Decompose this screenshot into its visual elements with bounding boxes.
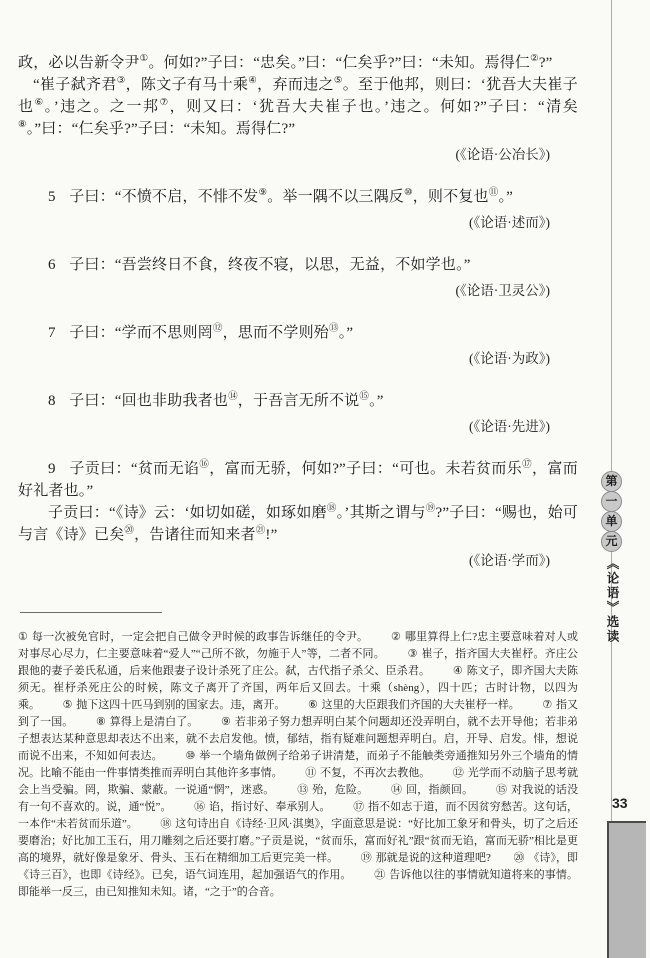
footnote-entry xyxy=(391,784,473,796)
footnote-marker: ⑧ xyxy=(96,716,106,728)
page-body xyxy=(18,52,578,901)
footnote-marker: ⑲ xyxy=(360,852,372,864)
footnote-marker: ③ xyxy=(407,648,418,660)
footnote-text: 抛下这四十匹马到别的国家去。违，离开。 xyxy=(76,699,286,711)
passage-source: (《论语·述而》) xyxy=(469,215,550,230)
footnote-marker: ⑮ xyxy=(496,784,508,796)
passage-item-6 xyxy=(18,254,578,302)
footnote-marker: ⑯ xyxy=(194,801,206,813)
footnote-text: 这里的大臣跟我们齐国的大夫崔杼一样。 xyxy=(321,699,520,711)
footnote-text: 崔子，指齐国大夫崔杼。齐庄公跟他的妻子姜氏私通，后来他跟妻子设计杀死了庄公。弑，古代指子杀父、臣杀君。 xyxy=(18,648,579,677)
passage-source: (《论语·学而》) xyxy=(469,553,550,568)
footnote-entry xyxy=(63,699,286,711)
passage-number: 5 xyxy=(48,189,56,205)
footnote-text: 陈文子，即齐国大夫陈须无。崔杼杀死庄公的时候，陈文子离开了齐国，两年后又回去。十乘（shèng），四十匹；古时计物，以四为乘。 xyxy=(18,665,579,711)
footnote-entry xyxy=(194,801,330,813)
footnote-text: 谄，指讨好、奉承别人。 xyxy=(209,801,331,813)
passage-item-5 xyxy=(18,186,578,234)
footnote-marker: ⑱ xyxy=(160,818,172,830)
passage-source: (《论语·卫灵公》) xyxy=(455,283,550,298)
series-title-vertical: 《论语》选读 xyxy=(605,557,619,644)
footnote-marker: ⑦ xyxy=(542,699,553,711)
footnote-marker: ⑩ xyxy=(185,750,196,762)
passage-sentence: 子曰：“吾尝终日不食，终夜不寝，以思，无益，不如学也。” xyxy=(69,257,471,273)
footnote-marker: ① xyxy=(18,631,29,643)
footnote-marker: ⑫ xyxy=(452,767,464,779)
passage-source: (《论语·为政》) xyxy=(469,351,550,366)
footnote-entry xyxy=(361,852,491,864)
footnote-marker: ⑨ xyxy=(221,716,231,728)
passage-item-9 xyxy=(18,458,578,572)
passage-source: (《论语·公冶长》) xyxy=(455,147,550,162)
footnote-text: 殆，危险。 xyxy=(312,784,369,796)
footnote-marker: ⑭ xyxy=(391,784,403,796)
passage-text: 子贡曰：“《诗》云：‘如切如磋，如琢如磨⑱。’其斯之谓与⑲?”子曰：“赐也，始可与言《诗》已矣⑳，告诸往而知来者$^㉑$!” xyxy=(18,504,579,543)
unit-badge-char: 第 xyxy=(601,471,622,492)
footnote-marker: ④ xyxy=(452,665,463,677)
footnote-text: 举一个墙角做例子给弟子讲清楚，而弟子不能触类旁通推知另外三个墙角的情况。比喻不能由一件事情类推而弄明白其他许多事情。 xyxy=(18,750,579,779)
footnote-separator xyxy=(20,612,162,613)
page-number: 33 xyxy=(612,795,628,811)
passage-item-8 xyxy=(18,390,578,438)
passage-item-7 xyxy=(18,322,578,370)
footnote-text: 那就是说的这种道理吧? xyxy=(375,852,491,864)
passage-text: 政，必以告新令尹①。何如?”子曰：“忠矣。”曰：“仁矣乎?”曰：“未知。焉得仁②?” xyxy=(18,54,553,71)
passage-number: 7 xyxy=(48,325,56,341)
footnote-text: 告诉他以往的事情就知道将来的事情。即能举一反三，由已知推知未知。诸，“之于”的合音。 xyxy=(18,869,579,898)
passage-sentence: 子曰：“不愤不启，不悱不发⑨。举一隅不以三隅反⑩，则不复也⑪。” xyxy=(69,188,513,205)
passage-number: 8 xyxy=(48,393,56,409)
footnote-text: 哪里算得上仁?忠主要意味着对人或对事尽心尽力，仁主要意味着“爱人”“己所不欲，勿施于人”等，二者不同。 xyxy=(18,631,578,660)
footnote-text: 若非弟子努力想弄明白某个问题却还没弄明白，就不去开导他；若非弟子想表达某种意思却表达不出来，就不去启发他。愤，郁结，指有疑难问题想弄明白。启，开导、启发。悱，想说而说不出来，不知如何表达。 xyxy=(18,716,578,762)
footnote-text: 这句诗出自《诗经·卫风·淇奥》，字面意思是说：“好比加工象牙和骨头，切了之后还要磨治；好比加工玉石，用刀雕刻之后还要打磨。”子贡是说，“贫而乐，富而好礼”跟“贫而无谄，富而无骄”相比是更高的境界，就好像是象牙、骨头、玉石在精细加工后更完美一样。 xyxy=(18,818,579,864)
passage-text: “崔子弑齐君③，陈文子有马十乘④，弃而违之⑤。至于他邦，则曰：‘犹吾大夫崔子也⑥。’违之。之一邦⑦，则又曰：‘犹吾大夫崔子也。’违之。何如?”子曰：“清矣⑧。”曰：“仁矣乎?”子曰：“未知。焉得仁?” xyxy=(18,76,578,137)
passage-sentence: 子贡曰：“贫而无谄⑯，富而无骄，何如?”子曰：“可也。未若贫而乐⑰，富而好礼者也。” xyxy=(18,460,578,499)
passage-opening xyxy=(18,52,578,166)
passage-sentence: 子曰：“学而不思则罔⑫，思而不学则殆⑬。” xyxy=(69,324,354,341)
passage-sentence: 子曰：“回也非助我者也⑭，于吾言无所不说⑮。” xyxy=(69,392,384,409)
footnote-text: 每一次被免官时，一定会把自己做令尹时候的政事告诉继任的令尹。 xyxy=(31,631,369,643)
passage-text xyxy=(18,254,578,276)
footnote-marker: ② xyxy=(391,631,402,643)
passage-source: (《论语·先进》) xyxy=(469,419,550,434)
footnote-entry xyxy=(308,699,520,711)
footnote-entry xyxy=(18,631,368,643)
unit-badge-char: 单 xyxy=(601,511,622,532)
footnote-marker: ㉑ xyxy=(374,869,386,881)
footnote-text: 对我说的话没有一句不喜欢的。说，通“悦”。 xyxy=(18,784,579,813)
passage-text xyxy=(18,186,578,208)
passage-text xyxy=(18,322,578,344)
footnote-text: 指又到了一国。 xyxy=(18,699,579,728)
footnote-text: 不复，不再次去教他。 xyxy=(320,767,431,779)
footnote-entry xyxy=(297,784,368,796)
footnote-text: 指不如志于道，而不因贫穷愁苦。这句话，一本作“未若贫而乐道”。 xyxy=(18,801,579,830)
footnote-marker: ⑪ xyxy=(305,767,317,779)
footnote-entry xyxy=(96,716,198,728)
footnotes-block xyxy=(18,629,578,901)
footnote-marker: ⑳ xyxy=(513,852,525,864)
passage-text xyxy=(18,390,578,412)
footnote-text: 回，指颜回。 xyxy=(406,784,474,796)
footnote-marker: ⑬ xyxy=(297,784,309,796)
passage-number: 6 xyxy=(48,257,56,273)
footnote-text: 算得上是清白了。 xyxy=(109,716,199,728)
unit-badge-char: 一 xyxy=(601,491,622,512)
page-edge-tab xyxy=(607,821,646,958)
footnote-marker: ⑰ xyxy=(353,801,365,813)
passage-number: 9 xyxy=(48,461,56,477)
footnote-text: 光学而不动脑子思考就会上当受骗。罔，欺骗、蒙蔽。一说通“惘”，迷惑。 xyxy=(18,767,579,796)
passage-text xyxy=(18,458,578,502)
footnote-marker: ⑥ xyxy=(307,699,318,711)
sidebar-rule xyxy=(611,0,612,822)
footnote-entry xyxy=(305,767,430,779)
footnote-marker: ⑤ xyxy=(62,699,73,711)
footnote-text: 《诗》，即《诗三百》，也即《诗经》。已矣，语气词连用，起加强语气的作用。 xyxy=(18,852,579,881)
unit-badge-char: 元 xyxy=(601,531,622,552)
